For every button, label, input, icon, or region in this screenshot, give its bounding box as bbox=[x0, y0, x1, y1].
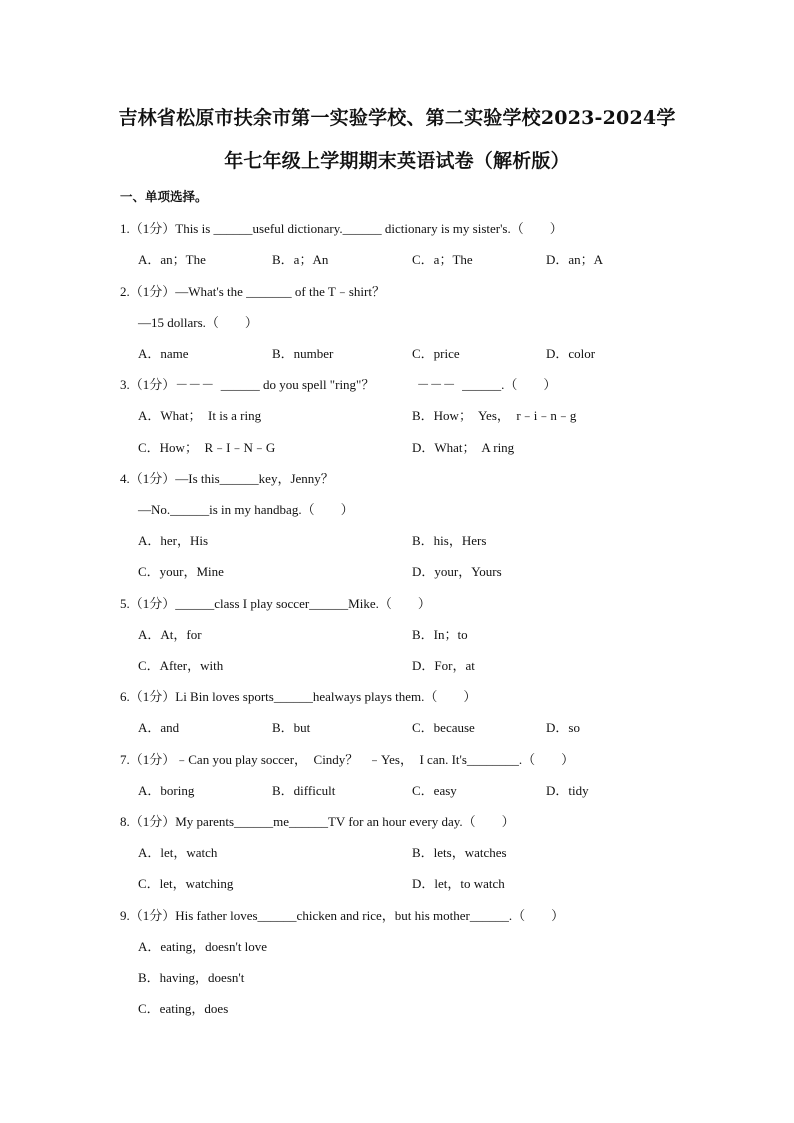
question-8-option-d: D．let，to watch bbox=[412, 876, 505, 891]
question-5-stem: 5.（1分）______class I play soccer______Mike.（ ） bbox=[120, 596, 431, 611]
question-1-option-b: B．a；An bbox=[272, 252, 329, 267]
question-2-option-b: B．number bbox=[272, 346, 334, 361]
question-2-option-a: A．name bbox=[138, 346, 189, 361]
question-1-option-c: C．a；The bbox=[412, 252, 473, 267]
question-7-option-c: C．easy bbox=[412, 783, 457, 798]
question-2-option-c: C．price bbox=[412, 346, 460, 361]
question-3-option-d: D．What； A ring bbox=[412, 440, 515, 455]
question-8-option-c: C．let，watching bbox=[138, 876, 234, 891]
question-9-option-c: C．eating，does bbox=[138, 1001, 229, 1016]
document-title-line-2: 年七年级上学期期末英语试卷（解析版） bbox=[224, 150, 570, 172]
question-5-option-d: D．For，at bbox=[412, 658, 475, 673]
question-1-option-a: A．an；The bbox=[138, 252, 206, 267]
question-6-stem: 6.（1分）Li Bin loves sports______healways plays them.（ ） bbox=[120, 689, 477, 704]
question-4-line-2: —No.______is in my handbag.（ ） bbox=[138, 502, 354, 517]
question-4-option-b: B．his，Hers bbox=[412, 533, 487, 548]
question-9-option-a: A．eating，doesn't love bbox=[138, 939, 268, 954]
section-heading: 一、单项选择。 bbox=[120, 189, 208, 204]
question-6-option-b: B．but bbox=[272, 720, 311, 735]
question-6-option-c: C．because bbox=[412, 720, 475, 735]
question-3-option-c: C．How； R﹣I﹣N﹣G bbox=[138, 440, 276, 455]
question-6-option-d: D．so bbox=[546, 720, 580, 735]
question-2-stem: 2.（1分）—What's the _______ of the T﹣shirt？ bbox=[120, 284, 385, 299]
question-4-option-c: C．your，Mine bbox=[138, 564, 224, 579]
question-5-option-a: A．At，for bbox=[138, 627, 202, 642]
question-3-option-b: B．How； Yes， r﹣i﹣n﹣g bbox=[412, 408, 577, 423]
question-4-stem: 4.（1分）—Is this______key，Jenny？ bbox=[120, 471, 334, 486]
question-7-option-a: A．boring bbox=[138, 783, 195, 798]
question-9-option-b: B．having，doesn't bbox=[138, 970, 245, 985]
question-1-stem: 1.（1分）This is ______useful dictionary.______ dictionary is my sister's.（ ） bbox=[120, 221, 563, 236]
document-title-line-1: 吉林省松原市扶余市第一实验学校、第二实验学校2023-2024学 bbox=[118, 107, 676, 129]
question-7-option-b: B．difficult bbox=[272, 783, 336, 798]
question-9-stem: 9.（1分）His father loves______chicken and rice，but his mother______.（ ） bbox=[120, 908, 565, 923]
question-8-option-a: A．let，watch bbox=[138, 845, 218, 860]
question-6-option-a: A．and bbox=[138, 720, 180, 735]
question-2-option-d: D．color bbox=[546, 346, 596, 361]
question-8-option-b: B．lets，watches bbox=[412, 845, 507, 860]
question-7-stem: 7.（1分）﹣Can you play soccer， Cindy？ ﹣Yes， I can. It's________.（ ） bbox=[120, 752, 575, 767]
question-3-option-a: A．What； It is a ring bbox=[138, 408, 262, 423]
question-4-option-a: A．her，His bbox=[138, 533, 209, 548]
question-2-line-2: —15 dollars.（ ） bbox=[138, 315, 258, 330]
question-1-option-d: D．an；A bbox=[546, 252, 604, 267]
question-3-stem: 3.（1分）－－－ ______ do you spell "ring"？ －－－ ______.（ ） bbox=[120, 377, 557, 392]
question-8-stem: 8.（1分）My parents______me______TV for an hour every day.（ ） bbox=[120, 814, 515, 829]
question-5-option-b: B．In；to bbox=[412, 627, 468, 642]
question-4-option-d: D．your，Yours bbox=[412, 564, 502, 579]
question-7-option-d: D．tidy bbox=[546, 783, 589, 798]
question-5-option-c: C．After，with bbox=[138, 658, 224, 673]
